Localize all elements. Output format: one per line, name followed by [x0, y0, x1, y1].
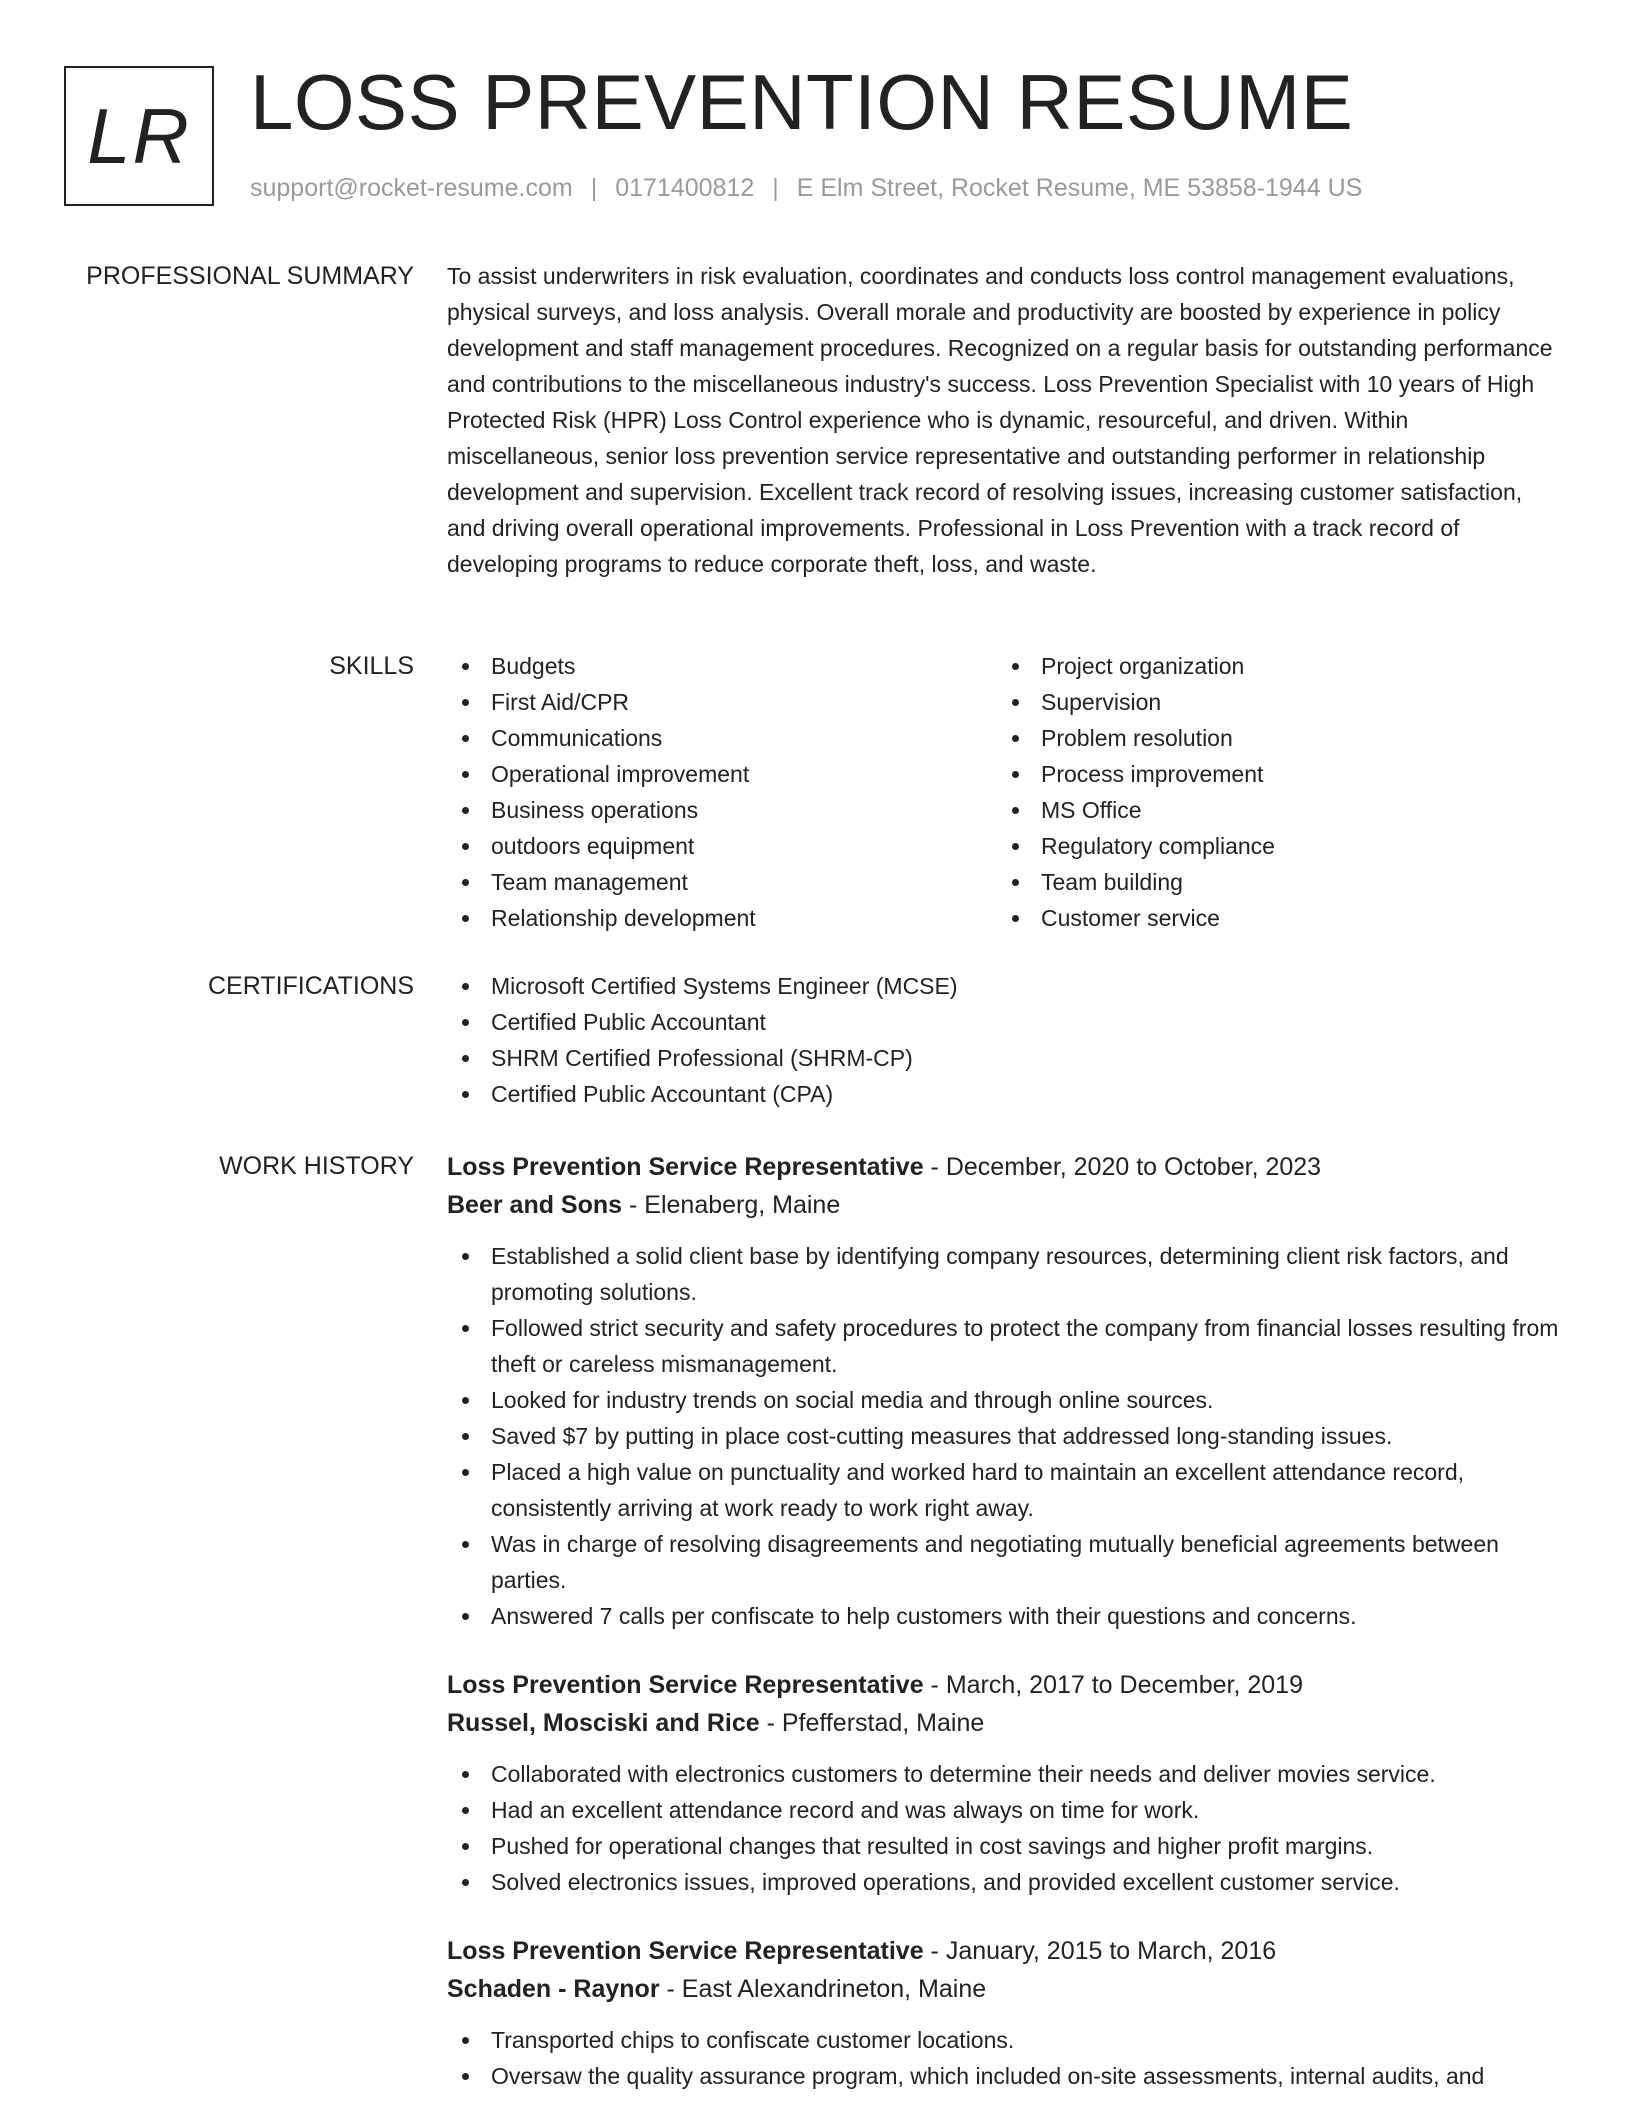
- certifications-list: [447, 968, 1565, 1112]
- certifications-body: [447, 968, 1565, 1112]
- skill-item: Operational improvement: [447, 756, 997, 792]
- resume-title: LOSS PREVENTION RESUME: [250, 58, 1354, 146]
- job-location: - East Alexandrineton, Maine: [659, 1975, 987, 2003]
- job-title-line: [447, 1932, 1565, 1970]
- skill-item: MS Office: [997, 792, 1547, 828]
- job-title: Loss Prevention Service Representative: [447, 1937, 924, 1965]
- job-bullet: Collaborated with electronics customers to determine their needs and deliver movies service.: [447, 1756, 1565, 1792]
- job-bullet: Established a solid client base by identifying company resources, determining client risk factors, and promoting solutions.: [447, 1238, 1565, 1310]
- monogram-logo: LR: [64, 66, 214, 206]
- summary-body: [447, 258, 1565, 582]
- job-dates: - March, 2017 to December, 2019: [923, 1671, 1303, 1699]
- skill-item: Project organization: [997, 648, 1547, 684]
- section-heading-skills: SKILLS: [329, 652, 414, 680]
- job-bullet: Oversaw the quality assurance program, which included on-site assessments, internal audits, and: [447, 2058, 1565, 2094]
- contact-phone: 0171400812: [615, 174, 755, 202]
- certification-item: Microsoft Certified Systems Engineer (MCSE): [447, 968, 1565, 1004]
- skills-body: [447, 648, 1565, 936]
- job-title: Loss Prevention Service Representative: [447, 1153, 924, 1181]
- job-location: - Pfefferstad, Maine: [759, 1709, 985, 1737]
- job-bullets: [447, 1756, 1565, 1900]
- job-bullet: Looked for industry trends on social media and through online sources.: [447, 1382, 1565, 1418]
- skill-item: Team management: [447, 864, 997, 900]
- job-location: - Elenaberg, Maine: [622, 1191, 841, 1219]
- work-body: [447, 1148, 1565, 2094]
- contact-separator: |: [590, 174, 598, 202]
- job-bullet: Answered 7 calls per confiscate to help customers with their questions and concerns.: [447, 1598, 1565, 1634]
- job-title-line: [447, 1666, 1565, 1704]
- summary-text: To assist underwriters in risk evaluation, coordinates and conducts loss control management evaluations, physical surveys, and loss analysis. Overall morale and productivity are boosted by experience in policy development and staff management procedures. Recognized on a regular basis for outstanding performance and contributions to the miscellaneous industry's success. Loss Prevention Specialist with 10 years of High Protected Risk (HPR) Loss Control experience who is dynamic, resourceful, and driven. Within miscellaneous, senior loss prevention service representative and outstanding performer in relationship development and supervision. Excellent track record of resolving issues, increasing customer satisfaction, and driving overall operational improvements. Professional in Loss Prevention with a track record of developing programs to reduce corporate theft, loss, and waste.: [447, 263, 1553, 577]
- skill-item: Process improvement: [997, 756, 1547, 792]
- skill-item: First Aid/CPR: [447, 684, 997, 720]
- job-company-line: [447, 1186, 1565, 1224]
- job-bullet: Placed a high value on punctuality and worked hard to maintain an excellent attendance record, consistently arriving at work ready to work right away.: [447, 1454, 1565, 1526]
- job-company-line: [447, 1704, 1565, 1742]
- skill-item: Regulatory compliance: [997, 828, 1547, 864]
- skill-item: Team building: [997, 864, 1547, 900]
- job-bullet: Followed strict security and safety procedures to protect the company from financial losses resulting from theft or careless mismanagement.: [447, 1310, 1565, 1382]
- section-heading-work: WORK HISTORY: [219, 1152, 414, 1180]
- job-bullets: [447, 2022, 1565, 2094]
- section-heading-certifications: CERTIFICATIONS: [207, 972, 414, 1000]
- job-company-line: [447, 1970, 1565, 2008]
- job-company: Beer and Sons: [447, 1191, 623, 1219]
- job-title: Loss Prevention Service Representative: [447, 1671, 924, 1699]
- skill-item: Budgets: [447, 648, 997, 684]
- job-bullet: Solved electronics issues, improved operations, and provided excellent customer service.: [447, 1864, 1565, 1900]
- job-bullets: [447, 1238, 1565, 1634]
- job-bullet: Had an excellent attendance record and was always on time for work.: [447, 1792, 1565, 1828]
- job-entry: [447, 1148, 1565, 1634]
- contact-line: [250, 174, 1362, 203]
- job-dates: - December, 2020 to October, 2023: [923, 1153, 1322, 1181]
- contact-separator: |: [772, 174, 779, 202]
- job-bullet: Pushed for operational changes that resulted in cost savings and higher profit margins.: [447, 1828, 1565, 1864]
- job-bullet: Was in charge of resolving disagreements and negotiating mutually beneficial agreements between parties.: [447, 1526, 1565, 1598]
- skills-list-left: [447, 648, 997, 936]
- certification-item: Certified Public Accountant: [447, 1004, 1565, 1040]
- skill-item: Communications: [447, 720, 997, 756]
- skill-item: Business operations: [447, 792, 997, 828]
- skill-item: Problem resolution: [997, 720, 1547, 756]
- job-bullet: Saved $7 by putting in place cost-cutting measures that addressed long-standing issues.: [447, 1418, 1565, 1454]
- job-entry: [447, 1932, 1565, 2094]
- section-heading-summary: PROFESSIONAL SUMMARY: [86, 262, 414, 290]
- job-entry: [447, 1666, 1565, 1900]
- certification-item: Certified Public Accountant (CPA): [447, 1076, 1565, 1112]
- contact-address: E Elm Street, Rocket Resume, ME 53858-1944 US: [796, 174, 1363, 202]
- skill-item: Supervision: [997, 684, 1547, 720]
- skill-item: outdoors equipment: [447, 828, 997, 864]
- skills-list-right: [997, 648, 1547, 936]
- job-dates: - January, 2015 to March, 2016: [923, 1937, 1277, 1965]
- job-company: Russel, Mosciski and Rice: [447, 1709, 760, 1737]
- skill-item: Relationship development: [447, 900, 997, 936]
- contact-email: support@rocket-resume.com: [250, 174, 573, 202]
- skill-item: Customer service: [997, 900, 1547, 936]
- job-company: Schaden - Raynor: [447, 1975, 660, 2003]
- job-bullet: Transported chips to confiscate customer locations.: [447, 2022, 1565, 2058]
- job-title-line: [447, 1148, 1565, 1186]
- certification-item: SHRM Certified Professional (SHRM-CP): [447, 1040, 1565, 1076]
